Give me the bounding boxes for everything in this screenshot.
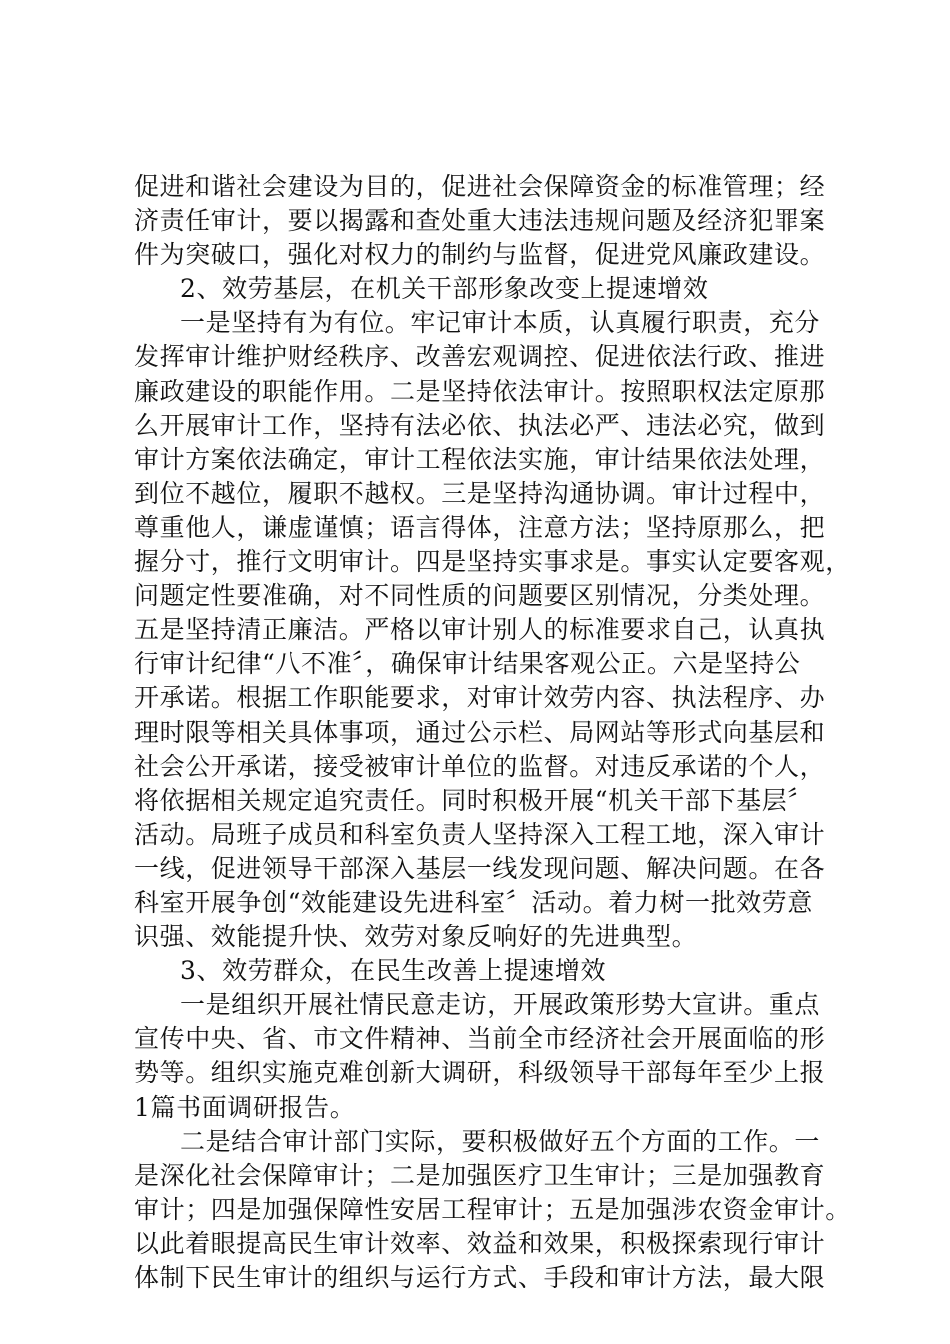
text-line: 开承诺。根据工作职能要求，对审计效劳内容、执法程序、办	[134, 683, 826, 713]
text-line: 五是坚持清正廉洁。严格以审计别人的标准要求自己，认真执	[134, 615, 826, 645]
text-line: 理时限等相关具体事项，通过公示栏、局网站等形式向基层和	[134, 717, 826, 747]
text-line: 握分寸，推行文明审计。四是坚持实事求是。事实认定要客观，	[134, 547, 851, 577]
text-line: 科室开展争创“效能建设先进科室〞活动。着力树一批效劳意	[134, 887, 813, 917]
text-line: 活动。局班子成员和科室负责人坚持深入工程工地，深入审计	[134, 819, 826, 849]
text-line: 廉政建设的职能作用。二是坚持依法审计。按照职权法定原那	[134, 376, 826, 406]
text-line: 审计；四是加强保障性安居工程审计；五是加强涉农资金审计。	[134, 1194, 851, 1224]
text-line: 体制下民生审计的组织与运行方式、手段和审计方法，最大限	[134, 1263, 826, 1292]
text-line: 2、效劳基层，在机关干部形象改变上提速增效	[180, 274, 709, 304]
text-line: 一线，促进领导干部深入基层一线发现问题、解决问题。在各	[134, 853, 826, 883]
document-body	[134, 170, 851, 1295]
text-line: 宣传中央、省、市文件精神、当前全市经济社会开展面临的形	[134, 1024, 826, 1054]
text-line: 一是组织开展社情民意走访，开展政策形势大宣讲。重点	[180, 990, 821, 1020]
text-line: 3、效劳群众，在民生改善上提速增效	[180, 956, 607, 986]
text-line: 到位不越位，履职不越权。三是坚持沟通协调。审计过程中，	[134, 478, 826, 508]
text-line: 么开展审计工作，坚持有法必依、执法必严、违法必究，做到	[134, 410, 826, 440]
text-line: 济责任审计，要以揭露和查处重大违法违规问题及经济犯罪案	[134, 206, 826, 236]
text-line: 促进和谐社会建设为目的，促进社会保障资金的标准管理；经	[134, 172, 826, 201]
text-line: 识强、效能提升快、效劳对象反响好的先进典型。	[134, 922, 698, 952]
text-line: 将依据相关规定追究责任。同时积极开展“机关干部下基层〞	[134, 785, 813, 815]
text-line: 以此着眼提高民生审计效率、效益和效果，积极探索现行审计	[134, 1228, 826, 1258]
text-line: 1篇书面调研报告。	[134, 1092, 356, 1122]
text-line: 行审计纪律“八不准〞，确保审计结果客观公正。六是坚持公	[134, 649, 801, 679]
text-line: 是深化社会保障审计；二是加强医疗卫生审计；三是加强教育	[134, 1160, 826, 1190]
text-line: 件为突破口，强化对权力的制约与监督，促进党风廉政建设。	[134, 240, 826, 270]
text-line: 发挥审计维护财经秩序、改善宏观调控、促进依法行政、推进	[134, 342, 826, 372]
text-line: 尊重他人，谦虚谨慎；语言得体，注意方法；坚持原那么，把	[134, 512, 826, 542]
text-line: 社会公开承诺，接受被审计单位的监督。对违反承诺的个人，	[134, 751, 826, 781]
text-line: 问题定性要准确，对不同性质的问题要区别情况，分类处理。	[134, 581, 826, 611]
text-line: 审计方案依法确定，审计工程依法实施，审计结果依法处理，	[134, 444, 826, 474]
text-line: 一是坚持有为有位。牢记审计本质，认真履行职责，充分	[180, 308, 821, 338]
text-line: 二是结合审计部门实际，要积极做好五个方面的工作。一	[180, 1126, 821, 1156]
text-line: 势等。组织实施克难创新大调研，科级领导干部每年至少上报	[134, 1058, 826, 1088]
